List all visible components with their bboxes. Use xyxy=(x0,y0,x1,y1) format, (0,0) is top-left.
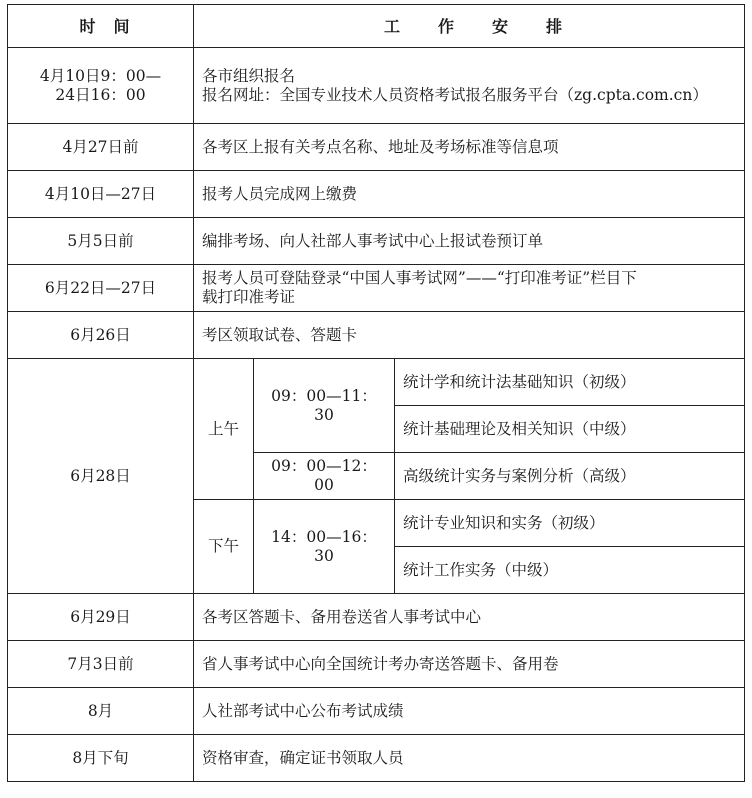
date-cell: 5月5日前 xyxy=(8,218,194,265)
table-row xyxy=(8,688,745,735)
subject-cell: 高级统计实务与案例分析（高级） xyxy=(395,453,745,500)
work-cell: 各市组织报名 报名网址：全国专业技术人员资格考试报名服务平台（zg.cpta.com.cn） xyxy=(194,48,745,124)
date-cell: 4月10日9：00— 24日16：00 xyxy=(8,48,194,124)
slot-time: 09：00—11：30 xyxy=(254,359,395,453)
date-cell: 4月27日前 xyxy=(8,124,194,171)
date-cell: 6月22日—27日 xyxy=(8,265,194,312)
table-row xyxy=(8,265,745,312)
work-cell: 各考区答题卡、备用卷送省人事考试中心 xyxy=(194,594,745,641)
slot-time: 14：00—16：30 xyxy=(254,500,395,594)
table-row xyxy=(8,171,745,218)
work-cell: 考区领取试卷、答题卡 xyxy=(194,312,745,359)
date-cell: 8月下旬 xyxy=(8,735,194,782)
work-cell: 资格审查，确定证书领取人员 xyxy=(194,735,745,782)
table-row xyxy=(8,124,745,171)
afternoon-label: 下午 xyxy=(194,500,254,594)
subject-cell: 统计学和统计法基础知识（初级） xyxy=(395,359,745,406)
work-cell: 报考人员可登陆登录“中国人事考试网”——“打印准考证”栏目下 载打印准考证 xyxy=(194,265,745,312)
table-row xyxy=(8,735,745,782)
morning-label: 上午 xyxy=(194,359,254,500)
work-cell: 人社部考试中心公布考试成绩 xyxy=(194,688,745,735)
date-cell: 6月29日 xyxy=(8,594,194,641)
exam-row xyxy=(8,359,745,406)
subject-cell: 统计专业知识和实务（初级） xyxy=(395,500,745,547)
exam-date-cell: 6月28日 xyxy=(8,359,194,594)
table-row xyxy=(8,218,745,265)
date-cell: 6月26日 xyxy=(8,312,194,359)
work-cell: 编排考场、向人社部人事考试中心上报试卷预订单 xyxy=(194,218,745,265)
schedule-table xyxy=(7,4,745,782)
header-row xyxy=(8,5,745,48)
date-cell: 4月10日—27日 xyxy=(8,171,194,218)
header-time: 时间 xyxy=(8,5,194,48)
subject-cell: 统计基础理论及相关知识（中级） xyxy=(395,406,745,453)
table-row xyxy=(8,594,745,641)
table-row xyxy=(8,312,745,359)
work-cell: 报考人员完成网上缴费 xyxy=(194,171,745,218)
date-cell: 7月3日前 xyxy=(8,641,194,688)
work-cell: 各考区上报有关考点名称、地址及考场标准等信息项 xyxy=(194,124,745,171)
table-row xyxy=(8,48,745,124)
slot-time: 09：00—12：00 xyxy=(254,453,395,500)
work-cell: 省人事考试中心向全国统计考办寄送答题卡、备用卷 xyxy=(194,641,745,688)
subject-cell: 统计工作实务（中级） xyxy=(395,547,745,594)
header-work: 工作安排 xyxy=(194,5,745,48)
table-row xyxy=(8,641,745,688)
date-cell: 8月 xyxy=(8,688,194,735)
